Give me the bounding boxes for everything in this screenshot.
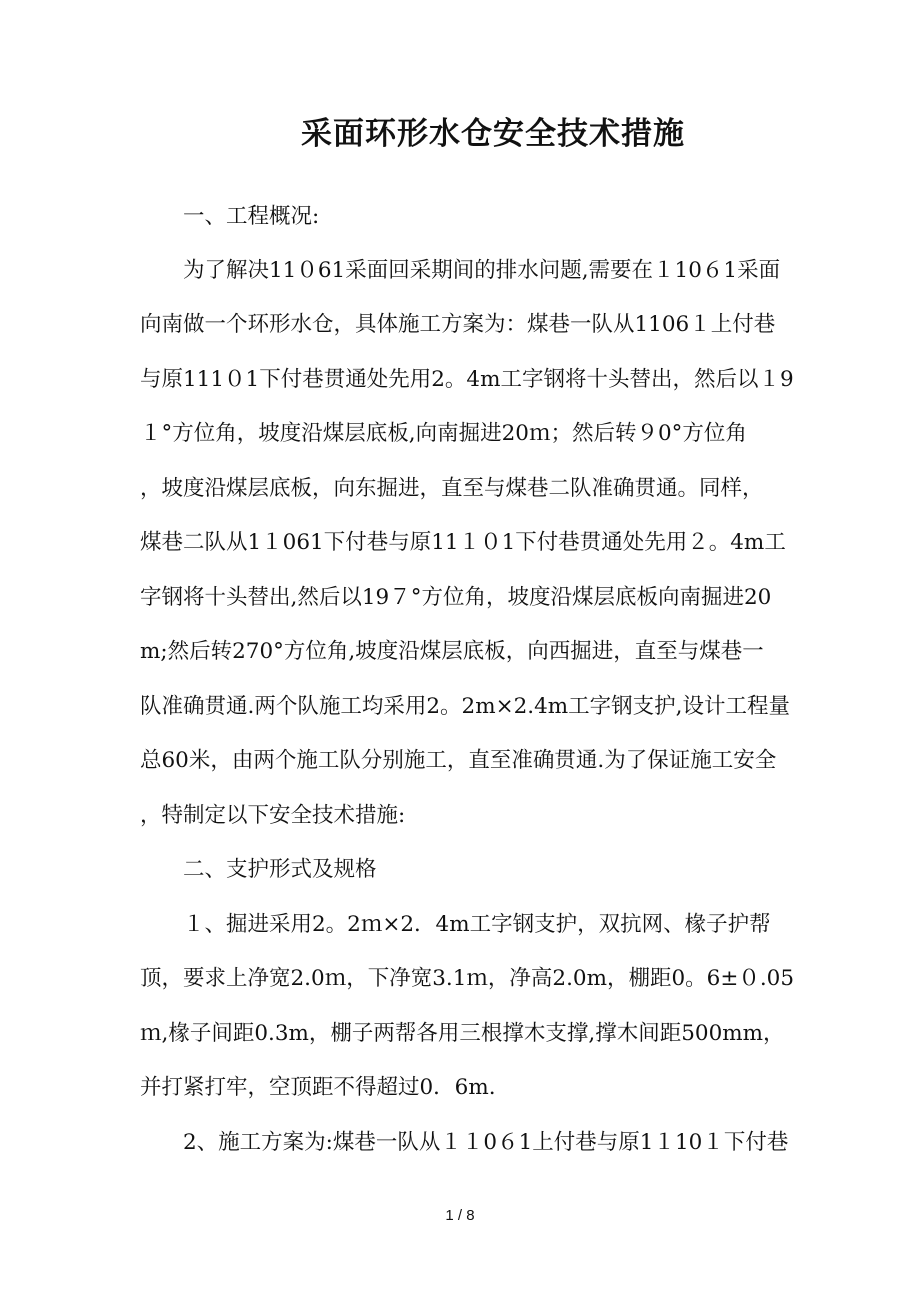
section-heading-support: 二、支护形式及规格 (183, 857, 377, 882)
section-heading-overview: 一、工程概况: (183, 204, 320, 229)
paragraph-line: 为了解决11０61采面回采期间的排水问题,需要在１10６1采面 (183, 258, 781, 283)
paragraph-line: ，坡度沿煤层底板，向东掘进，直至与煤巷二队准确贯通。同样， (140, 476, 764, 501)
paragraph-line: m;然后转270°方位角,坡度沿煤层底板，向西掘进，直至与煤巷一 (140, 639, 764, 664)
page-indicator: 1 / 8 (445, 1207, 475, 1224)
paragraph-line: ，特制定以下安全技术措施: (140, 803, 406, 828)
paragraph-line: 并打紧打牢，空顶距不得超过0．6m. (140, 1075, 496, 1100)
paragraph-line: 顶，要求上净宽2.0ｍ，下净宽3.1ｍ，净高2.0m，棚距0。6±０.05 (140, 966, 795, 991)
document-title: 采面环形水仓安全技术措施 (301, 116, 685, 152)
paragraph-line: 队准确贯通.两个队施工均采用2。2m×2.4m工字钢支护,设计工程量 (140, 694, 791, 719)
paragraph-line: 与原111０1下付巷贯通处先用2。4m工字钢将十头替出，然后以１9 (140, 367, 794, 392)
paragraph-line: 2、施工方案为:煤巷一队从１１0６1上付巷与原1１10１下付巷 (183, 1130, 789, 1155)
paragraph-line: ｍ,椽子间距0.3m，棚子两帮各用三根撑木支撑,撑木间距500mm， (140, 1021, 785, 1046)
paragraph-line: １、掘进采用2。2ｍ×2．4m工字钢支护，双抗网、椽子护帮 (183, 912, 771, 937)
paragraph-line: 煤巷二队从1１061下付巷与原11１０1下付巷贯通处先用２。4m工 (140, 530, 786, 555)
paragraph-line: 总60米，由两个施工队分别施工，直至准确贯通.为了保证施工安全 (140, 748, 777, 773)
paragraph-line: 向南做一个环形水仓，具体施工方案为：煤巷一队从1106１上付巷 (140, 312, 776, 337)
paragraph-line: １°方位角，坡度沿煤层底板,向南掘进20ｍ；然后转９0°方位角 (140, 421, 747, 446)
paragraph-line: 字钢将十头替出,然后以19７°方位角，坡度沿煤层底板向南掘进20 (140, 585, 772, 610)
